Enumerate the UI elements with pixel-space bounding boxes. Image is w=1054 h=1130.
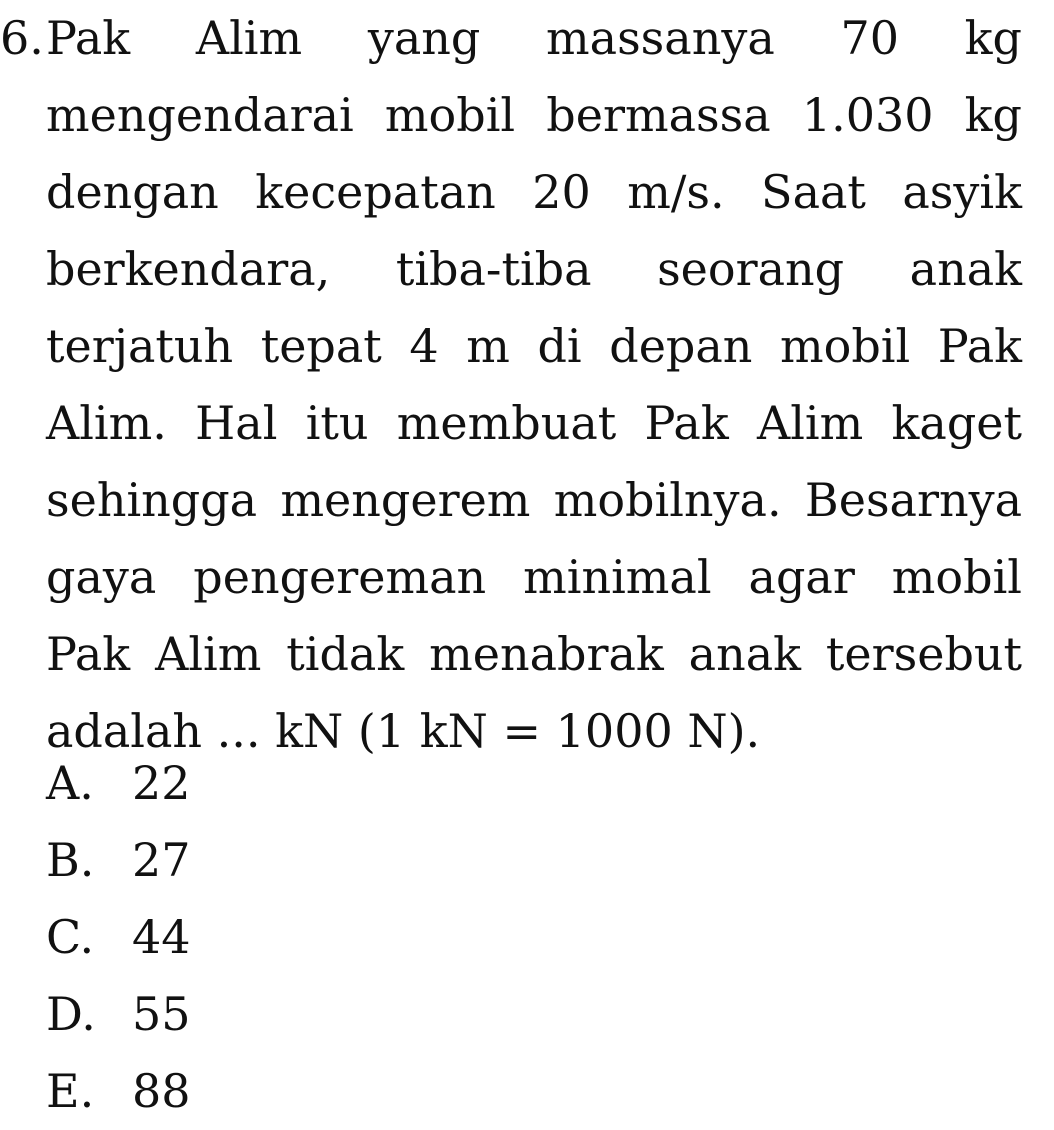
option-e[interactable] bbox=[46, 1053, 191, 1130]
option-value: 55 bbox=[132, 987, 191, 1041]
option-d[interactable] bbox=[46, 976, 191, 1053]
question-line: mengendarai mobil bermassa 1.030 kg bbox=[46, 88, 1022, 142]
question-line: Pak Alim tidak menabrak anak tersebut bbox=[46, 627, 1022, 681]
option-letter: C. bbox=[46, 910, 95, 964]
question-text bbox=[46, 0, 1022, 770]
option-letter: D. bbox=[46, 987, 96, 1041]
option-letter: B. bbox=[46, 833, 95, 887]
option-letter: E. bbox=[46, 1064, 95, 1118]
question-line: Alim. Hal itu membuat Pak Alim kaget bbox=[46, 396, 1022, 450]
option-c[interactable] bbox=[46, 899, 191, 976]
option-letter: A. bbox=[46, 756, 94, 810]
question-line: gaya pengereman minimal agar mobil bbox=[46, 550, 1022, 604]
question-line: terjatuh tepat 4 m di depan mobil Pak bbox=[46, 319, 1022, 373]
option-b[interactable] bbox=[46, 822, 191, 899]
question-line: dengan kecepatan 20 m/s. Saat asyik bbox=[46, 165, 1022, 219]
question-number: 6. bbox=[0, 11, 44, 65]
option-value: 27 bbox=[132, 833, 191, 887]
option-value: 22 bbox=[132, 756, 191, 810]
answer-options bbox=[46, 745, 191, 1130]
question-line: adalah ... kN (1 kN = 1000 N). bbox=[46, 704, 761, 758]
option-value: 88 bbox=[132, 1064, 191, 1118]
option-value: 44 bbox=[132, 910, 191, 964]
question-line: berkendara, tiba-tiba seorang anak bbox=[46, 242, 1022, 296]
question-line: sehingga mengerem mobilnya. Besarnya bbox=[46, 473, 1022, 527]
question-line: Pak Alim yang massanya 70 kg bbox=[46, 11, 1022, 65]
option-a[interactable] bbox=[46, 745, 191, 822]
